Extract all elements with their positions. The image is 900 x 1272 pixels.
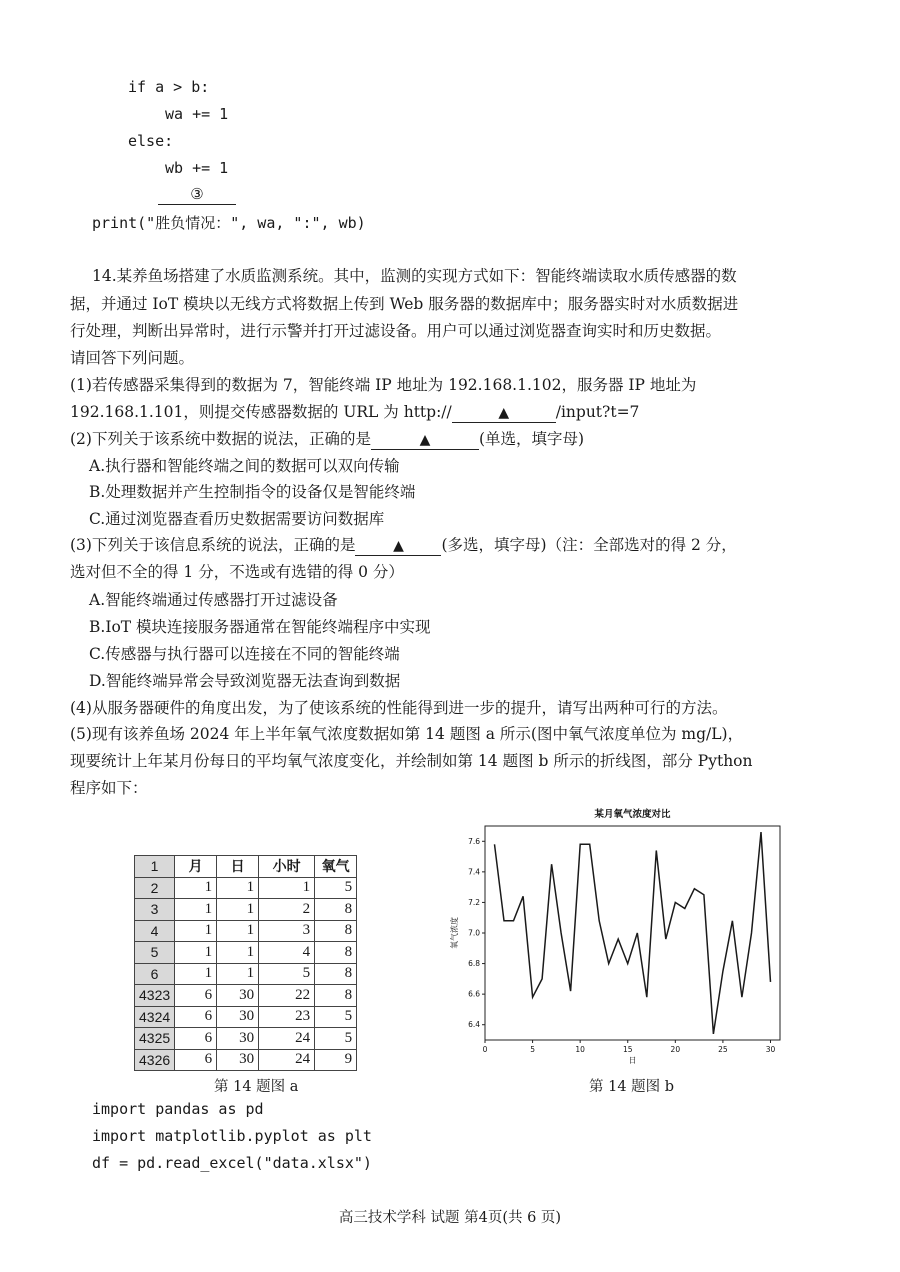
table-cell: 24 xyxy=(259,1049,315,1071)
table-cell: 1 xyxy=(175,877,217,899)
table-row xyxy=(135,920,357,942)
part-3 xyxy=(70,532,737,558)
table-cell: 9 xyxy=(315,1049,357,1071)
table-cell: 8 xyxy=(315,899,357,921)
part-2-text: (2)下列关于该系统中数据的说法，正确的是 xyxy=(70,430,371,448)
table-row xyxy=(135,963,357,985)
option: C.通过浏览器查看历史数据需要访问数据库 xyxy=(89,510,385,528)
table-cell: 1 xyxy=(217,942,259,964)
table-cell: 30 xyxy=(217,1028,259,1050)
table-cell: 5 xyxy=(315,1006,357,1028)
triangle-icon: ▲ xyxy=(498,405,510,421)
table-row xyxy=(135,1049,357,1071)
x-axis-label: 日 xyxy=(628,1056,637,1065)
option: B.IoT 模块连接服务器通常在智能终端程序中实现 xyxy=(89,618,431,636)
y-tick-label: 6.8 xyxy=(468,959,480,969)
part-1-line2 xyxy=(70,399,639,425)
table-cell: 24 xyxy=(259,1028,315,1050)
table-cell: 30 xyxy=(217,1049,259,1071)
table-cell: 1 xyxy=(175,963,217,985)
table-row xyxy=(135,1028,357,1050)
x-tick-label: 15 xyxy=(622,1045,633,1054)
blank-3 xyxy=(158,184,236,205)
plot-frame xyxy=(485,826,780,1040)
part-1-text: /input?t=7 xyxy=(555,403,640,421)
page-footer: 高三技术学科 试题 第4页(共 6 页) xyxy=(338,1210,562,1226)
row-number-cell: 4324 xyxy=(135,1006,175,1028)
y-tick-label: 6.6 xyxy=(468,989,480,999)
table-row xyxy=(135,877,357,899)
code-line: df = pd.read_excel("data.xlsx") xyxy=(92,1154,372,1172)
table-cell: 5 xyxy=(259,963,315,985)
option: C.传感器与执行器可以连接在不同的智能终端 xyxy=(89,645,400,663)
triangle-icon: ▲ xyxy=(419,432,431,448)
row-number-cell: 4 xyxy=(135,920,175,942)
table-cell: 8 xyxy=(315,920,357,942)
figure-b-caption: 第 14 题图 b xyxy=(589,1079,675,1095)
table-cell: 22 xyxy=(259,985,315,1007)
row-number-cell: 2 xyxy=(135,877,175,899)
table-row xyxy=(135,985,357,1007)
row-number-cell: 4323 xyxy=(135,985,175,1007)
table-row xyxy=(135,899,357,921)
x-tick-label: 10 xyxy=(575,1045,585,1054)
table-cell: 5 xyxy=(315,877,357,899)
part-2 xyxy=(70,426,584,452)
row-number-cell: 5 xyxy=(135,942,175,964)
data-table xyxy=(134,855,357,1071)
answer-blank xyxy=(355,536,441,556)
figure-a-caption: 第 14 题图 a xyxy=(214,1079,299,1095)
table-cell: 1 xyxy=(217,920,259,942)
triangle-icon: ▲ xyxy=(393,538,404,554)
header-cell: 小时 xyxy=(259,856,315,878)
y-tick-label: 6.4 xyxy=(468,1020,480,1030)
part-3-text: (多选，填字母)（注：全部选对的得 2 分， xyxy=(441,536,737,554)
answer-blank xyxy=(452,403,556,423)
table-row xyxy=(135,942,357,964)
row-number-cell: 4326 xyxy=(135,1049,175,1071)
option: A.执行器和智能终端之间的数据可以双向传输 xyxy=(89,457,400,475)
table-cell: 2 xyxy=(259,899,315,921)
table-cell: 4 xyxy=(259,942,315,964)
code-line: if a > b: xyxy=(128,78,210,96)
code-line: import matplotlib.pyplot as plt xyxy=(92,1127,372,1145)
table-cell: 3 xyxy=(259,920,315,942)
table-cell: 1 xyxy=(217,963,259,985)
part-3-note: 选对但不全的得 1 分，不选或有选错的得 0 分） xyxy=(70,563,404,581)
code-line: wb += 1 xyxy=(165,159,229,177)
option: B.处理数据并产生控制指令的设备仅是智能终端 xyxy=(89,483,416,501)
table-cell: 1 xyxy=(259,877,315,899)
code-line: wa += 1 xyxy=(165,105,229,123)
table-cell: 1 xyxy=(175,920,217,942)
table-cell: 1 xyxy=(217,899,259,921)
y-axis-label: 氧气浓度 xyxy=(450,917,459,949)
part-5: (5)现有该养鱼场 2024 年上半年氧气浓度数据如第 14 题图 a 所示(图中氧气浓度单位为 mg/L)， xyxy=(70,725,744,743)
header-cell: 日 xyxy=(217,856,259,878)
question-intro: 据，并通过 IoT 模块以无线方式将数据上传到 Web 服务器的数据库中；服务器实时对水质数据进 xyxy=(70,295,739,313)
x-tick-label: 20 xyxy=(670,1045,681,1054)
code-line: import pandas as pd xyxy=(92,1100,264,1118)
x-tick-label: 25 xyxy=(718,1045,728,1054)
table-cell: 30 xyxy=(217,1006,259,1028)
table-cell: 23 xyxy=(259,1006,315,1028)
part-4: (4)从服务器硬件的角度出发，为了使该系统的性能得到进一步的提升，请写出两种可行的方法。 xyxy=(70,699,728,717)
row-number-cell: 1 xyxy=(135,856,175,878)
x-tick-label: 30 xyxy=(765,1045,776,1054)
header-cell: 氧气 xyxy=(315,856,357,878)
row-number-cell: 3 xyxy=(135,899,175,921)
chart-title: 某月氧气浓度对比 xyxy=(594,809,671,820)
x-tick-label: 0 xyxy=(482,1045,488,1054)
question-intro: 14.某养鱼场搭建了水质监测系统。其中，监测的实现方式如下：智能终端读取水质传感器的数 xyxy=(92,267,737,285)
table-cell: 5 xyxy=(315,1028,357,1050)
row-number-cell: 4325 xyxy=(135,1028,175,1050)
table-cell: 1 xyxy=(175,899,217,921)
series-line xyxy=(495,832,771,1034)
table-cell: 1 xyxy=(175,942,217,964)
table-cell: 6 xyxy=(175,985,217,1007)
part-5: 现要统计上年某月份每日的平均氧气浓度变化，并绘制如第 14 题图 b 所示的折线图，部分 Python xyxy=(70,752,753,770)
blank-label: ③ xyxy=(190,185,204,203)
part-3-text: (3)下列关于该信息系统的说法，正确的是 xyxy=(70,536,356,554)
answer-blank xyxy=(371,430,479,450)
table-cell: 6 xyxy=(175,1028,217,1050)
y-tick-label: 7.6 xyxy=(468,836,480,846)
part-2-text: (单选，填字母) xyxy=(478,430,585,448)
part-1-text: 192.168.1.101，则提交传感器数据的 URL 为 http:// xyxy=(70,403,452,421)
line-chart xyxy=(448,800,794,1068)
code-line: print("胜负情况：", wa, ":", wb) xyxy=(92,214,366,232)
code-line: else: xyxy=(128,132,174,150)
table-cell: 8 xyxy=(315,985,357,1007)
y-tick-label: 7.2 xyxy=(468,897,480,907)
table-cell: 6 xyxy=(175,1006,217,1028)
table-cell: 6 xyxy=(175,1049,217,1071)
x-tick-label: 5 xyxy=(530,1045,535,1054)
y-tick-label: 7.4 xyxy=(468,867,480,877)
y-tick-label: 7.0 xyxy=(468,928,480,938)
table-cell: 8 xyxy=(315,942,357,964)
table-header-row xyxy=(135,856,357,878)
table-cell: 30 xyxy=(217,985,259,1007)
header-cell: 月 xyxy=(175,856,217,878)
option: A.智能终端通过传感器打开过滤设备 xyxy=(89,591,338,609)
question-intro: 请回答下列问题。 xyxy=(70,349,195,367)
row-number-cell: 6 xyxy=(135,963,175,985)
part-1: (1)若传感器采集得到的数据为 7，智能终端 IP 地址为 192.168.1.102，服务器 IP 地址为 xyxy=(70,376,697,394)
question-intro: 行处理，判断出异常时，进行示警并打开过滤设备。用户可以通过浏览器查询实时和历史数据。 xyxy=(70,322,722,340)
table-cell: 8 xyxy=(315,963,357,985)
table-row xyxy=(135,1006,357,1028)
option: D.智能终端异常会导致浏览器无法查询到数据 xyxy=(89,672,401,690)
table-cell: 1 xyxy=(217,877,259,899)
part-5: 程序如下： xyxy=(70,779,148,797)
